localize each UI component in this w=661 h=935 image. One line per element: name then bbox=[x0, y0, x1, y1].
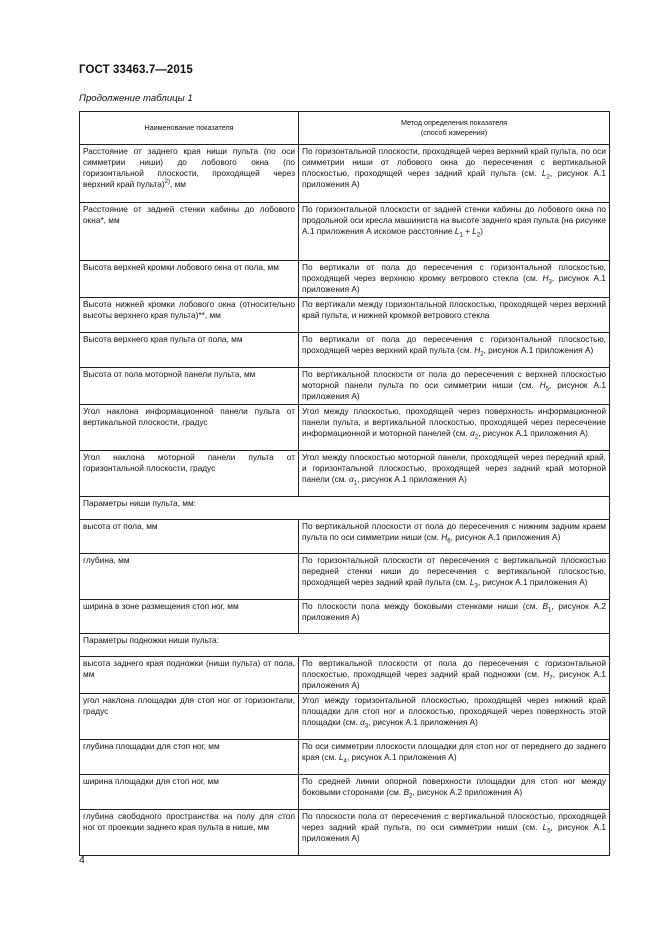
method-text: По вертикали от пола до пересечения с горизонтальной плоскостью, проходящей через верхнюю кромку ветрового стекла (см. bbox=[302, 262, 606, 283]
table-row bbox=[80, 554, 610, 600]
group-heading: Параметры ниши пульта, мм: bbox=[80, 497, 610, 520]
symbol: L bbox=[454, 226, 460, 236]
parameter-name-cell bbox=[80, 600, 299, 634]
symbol: H bbox=[474, 345, 481, 355]
symbol: α bbox=[470, 428, 475, 438]
method-text: По оси симметрии плоскости площадки для стоп ног от переднего до заднего края (см. bbox=[302, 741, 606, 762]
symbol: H bbox=[543, 669, 550, 679]
method-cell bbox=[299, 694, 610, 740]
parameter-name-cell bbox=[80, 694, 299, 740]
parameter-name: ширина в зоне размещения стоп ног, мм bbox=[83, 601, 239, 611]
parameter-unit: , мм bbox=[169, 179, 186, 189]
table-row bbox=[80, 451, 610, 497]
parameter-name: Расстояние от задней стенки кабины до лобового окна*, мм bbox=[83, 204, 295, 225]
method-text-tail: , рисунок А.1 приложения А) bbox=[302, 168, 606, 189]
method-cell bbox=[299, 657, 610, 694]
parameter-name-cell bbox=[80, 451, 299, 497]
column-header-method-title: Метод определения показателя bbox=[400, 118, 508, 127]
method-text-tail: , рисунок А.1 приложения А) bbox=[302, 273, 606, 294]
parameter-name: угол наклона площадки для стоп ног от горизонтали, градус bbox=[83, 695, 295, 716]
parameter-name-cell bbox=[80, 775, 299, 810]
method-text: По средней линии опорной поверхности площадки для стоп ног между боковыми сторонами (см. bbox=[302, 776, 606, 797]
method-text: Угол между плоскостью, проходящей через поверхность информационной панели пульта, и вертикальной плоскостью, проходящей через пересечение информационной и моторной панелей (см. bbox=[302, 406, 606, 438]
symbol-subscript: 5 bbox=[545, 386, 549, 393]
parameters-table bbox=[79, 111, 610, 856]
symbol-subscript: 3 bbox=[548, 279, 552, 286]
parameter-name: Расстояние от заднего края ниши пульта (по оси симметрии ниши) до лобового окна (по горизонтальной плоскости, проходящей через верхний край пульта) bbox=[83, 146, 295, 189]
symbol: L bbox=[472, 226, 477, 236]
table-row bbox=[80, 740, 610, 775]
method-text: По горизонтальной плоскости, проходящей через верхний край пульта, по оси симметрии ниши от лобового окна до пересечения с вертикальной плоскостью, проходящей через задний край пульта (см. bbox=[302, 146, 606, 178]
symbol: L bbox=[469, 577, 475, 587]
parameter-name: Высота от пола моторной панели пульта, мм bbox=[83, 369, 256, 379]
parameter-name: Высота верхней кромки лобового окна от пола, мм bbox=[83, 262, 279, 272]
method-text: По горизонтальной плоскости от пересечения с вертикальной плоскостью передней стенки ниши до пересечения с вертикальной плоскостью, проходящей через задний край пульта (см. bbox=[302, 555, 606, 587]
method-text-tail: , рисунок А.1 приложения А) bbox=[357, 474, 467, 484]
method-text: Угол между плоскостью моторной панели, проходящей через передний край, и горизонтальной плоскостью, проходящей через задний край моторной панели (см. bbox=[302, 452, 606, 484]
symbol: H bbox=[539, 380, 546, 390]
method-text-tail: , рисунок А.1 приложения А) bbox=[302, 669, 607, 690]
method-text-tail: , рисунок А.2 приложения А) bbox=[412, 787, 523, 797]
parameter-name: глубина свободного пространства на полу для стоп ног от проекции заднего края пульта в нише, мм bbox=[83, 811, 295, 832]
method-cell bbox=[299, 554, 610, 600]
table-row bbox=[80, 810, 610, 856]
parameter-name: ширина площадки для стоп ног, мм bbox=[83, 776, 219, 786]
method-cell bbox=[299, 740, 610, 775]
parameter-name-cell bbox=[80, 203, 299, 261]
method-cell bbox=[299, 368, 610, 405]
symbol-subscript: 2 bbox=[546, 174, 550, 181]
column-header-method-subtitle: (способ измерения) bbox=[420, 128, 488, 137]
symbol-subscript: 7 bbox=[549, 675, 553, 682]
table-row bbox=[80, 694, 610, 740]
column-header-method bbox=[299, 112, 610, 145]
symbol-subscript: 1 bbox=[459, 232, 463, 239]
table-row bbox=[80, 145, 610, 203]
parameter-name: высота заднего края подножки (ниши пульта) от пола, мм bbox=[83, 658, 295, 679]
table-row bbox=[80, 600, 610, 634]
symbol-operator: + bbox=[462, 226, 473, 236]
symbol-subscript: 2 bbox=[476, 232, 481, 239]
symbol-subscript: 2 bbox=[409, 793, 413, 800]
method-cell bbox=[299, 333, 610, 368]
table-row bbox=[80, 261, 610, 298]
table-row bbox=[80, 520, 610, 554]
symbol-subscript: 3 bbox=[364, 723, 369, 730]
table-header-row bbox=[80, 112, 610, 145]
symbol-subscript: 2 bbox=[474, 434, 479, 441]
method-text: По горизонтальной плоскости от задней стенки кабины до лобового окна по продольной оси кресла машиниста на высоте заднего края пульта (на рисунке А.1 приложения А искомое расстояние bbox=[302, 204, 606, 236]
method-text-tail: , рисунок А.1 приложения А) bbox=[450, 532, 561, 542]
method-text: По вертикали между горизонтальной плоскостью, проходящей через верхний край пульта, и нижней кромкой ветрового стекла bbox=[302, 299, 606, 320]
method-text: По плоскости пола между боковыми стенками ниши (см. bbox=[302, 601, 543, 611]
parameter-name-cell bbox=[80, 405, 299, 451]
method-cell bbox=[299, 405, 610, 451]
symbol-subscript: 1 bbox=[353, 480, 358, 487]
symbol: L bbox=[541, 168, 547, 178]
group-heading: Параметры подножки ниши пульта: bbox=[80, 634, 610, 657]
method-text: По вертикальной плоскости от пола до пересечения с нижним задним краем пульта по оси симметрии ниши (см. bbox=[302, 521, 606, 542]
method-text-tail: , рисунок А.1 приложения А) bbox=[346, 752, 457, 762]
parameter-name: Высота верхнего края пульта от пола, мм bbox=[83, 334, 243, 344]
symbol-subscript: 2 bbox=[480, 351, 484, 358]
table-group-row bbox=[80, 497, 610, 520]
table-row bbox=[80, 298, 610, 333]
method-text: По вертикали от пола до пересечения с горизонтальной плоскостью, проходящей через верхний край пульта (см. bbox=[302, 334, 606, 355]
symbol-subscript: 5 bbox=[547, 828, 551, 835]
method-text-tail: , рисунок А.1 приложения А) bbox=[302, 822, 606, 843]
symbol: α bbox=[360, 717, 365, 727]
symbol: H bbox=[441, 532, 448, 542]
method-text-tail: , рисунок А.2 приложения А) bbox=[302, 601, 607, 622]
method-text: По вертикальной плоскости от пола до пересечения с верхней плоскостью моторной панели пульта по оси симметрии ниши (см. bbox=[302, 369, 606, 390]
symbol-subscript: 4 bbox=[343, 758, 347, 765]
table-row bbox=[80, 405, 610, 451]
table-group-row bbox=[80, 634, 610, 657]
method-cell bbox=[299, 775, 610, 810]
method-text-tail: , рисунок А.1 приложения А) bbox=[478, 428, 588, 438]
column-header-name: Наименование показателя bbox=[80, 112, 299, 145]
symbol: B bbox=[542, 601, 549, 611]
symbol-subscript: 6 bbox=[447, 538, 451, 545]
method-cell bbox=[299, 298, 610, 333]
method-cell bbox=[299, 261, 610, 298]
table-row bbox=[80, 333, 610, 368]
symbol: α bbox=[349, 474, 354, 484]
symbol-subscript: 3 bbox=[474, 583, 478, 590]
table-row bbox=[80, 657, 610, 694]
symbol: H bbox=[542, 273, 549, 283]
method-cell bbox=[299, 145, 610, 203]
method-text-tail: , рисунок А.1 приложения А) bbox=[302, 380, 606, 401]
table-row bbox=[80, 775, 610, 810]
page-number: 4 bbox=[79, 854, 85, 866]
parameter-name: Угол наклона информационной панели пульта от вертикальной плоскости, градус bbox=[83, 406, 295, 427]
parameter-name-cell bbox=[80, 554, 299, 600]
table-caption: Продолжение таблицы 1 bbox=[79, 93, 193, 104]
symbol: B bbox=[403, 787, 410, 797]
symbol: L bbox=[338, 752, 344, 762]
table-row bbox=[80, 368, 610, 405]
parameter-name-cell bbox=[80, 368, 299, 405]
parameter-name-cell bbox=[80, 740, 299, 775]
method-cell bbox=[299, 520, 610, 554]
parameter-name: Угол наклона моторной панели пульта от горизонтальной плоскости, градус bbox=[83, 452, 295, 473]
table-row bbox=[80, 203, 610, 261]
document-header: ГОСТ 33463.7—2015 bbox=[79, 64, 193, 76]
parameter-name: глубина, мм bbox=[83, 555, 130, 565]
parameter-name: высота от пола, мм bbox=[83, 521, 158, 531]
symbol-subscript: 1 bbox=[548, 607, 552, 614]
method-cell bbox=[299, 810, 610, 856]
method-text: Угол между горизонтальной плоскостью, проходящей через нижний край площадки для стоп ног и плоскостью, проходящей через поверхность этой площадки (см. bbox=[302, 695, 606, 727]
method-text-tail: , рисунок А.1 приложения А) bbox=[477, 577, 588, 587]
method-cell bbox=[299, 600, 610, 634]
method-cell bbox=[299, 451, 610, 497]
method-text-tail: ) bbox=[480, 226, 483, 236]
method-cell bbox=[299, 203, 610, 261]
method-text-tail: , рисунок А.1 приложения А) bbox=[483, 345, 594, 355]
table-body bbox=[80, 145, 610, 856]
method-text: По плоскости пола от пересечения с вертикальной плоскостью, проходящей через задний край пульта, по оси симметрии ниши (см. bbox=[302, 811, 606, 832]
parameter-name-cell bbox=[80, 657, 299, 694]
parameter-name: Высота нижней кромки лобового окна (относительно высоты верхнего края пульта)**, мм bbox=[83, 299, 295, 320]
method-text: По вертикальной плоскости от пола до пересечения с горизонтальной плоскостью, проходящей через задний край подножки (см. bbox=[302, 658, 606, 679]
parameter-name-cell bbox=[80, 298, 299, 333]
symbol: L bbox=[542, 822, 548, 832]
parameter-name-cell bbox=[80, 145, 299, 203]
parameter-name-cell bbox=[80, 810, 299, 856]
parameter-name: глубина площадки для стоп ног, мм bbox=[83, 741, 220, 751]
parameter-name-cell bbox=[80, 520, 299, 554]
parameter-name-cell bbox=[80, 261, 299, 298]
method-text-tail: , рисунок А.1 приложения А) bbox=[368, 717, 478, 727]
parameter-name-cell bbox=[80, 333, 299, 368]
footnote-marker: 2) bbox=[164, 179, 170, 186]
